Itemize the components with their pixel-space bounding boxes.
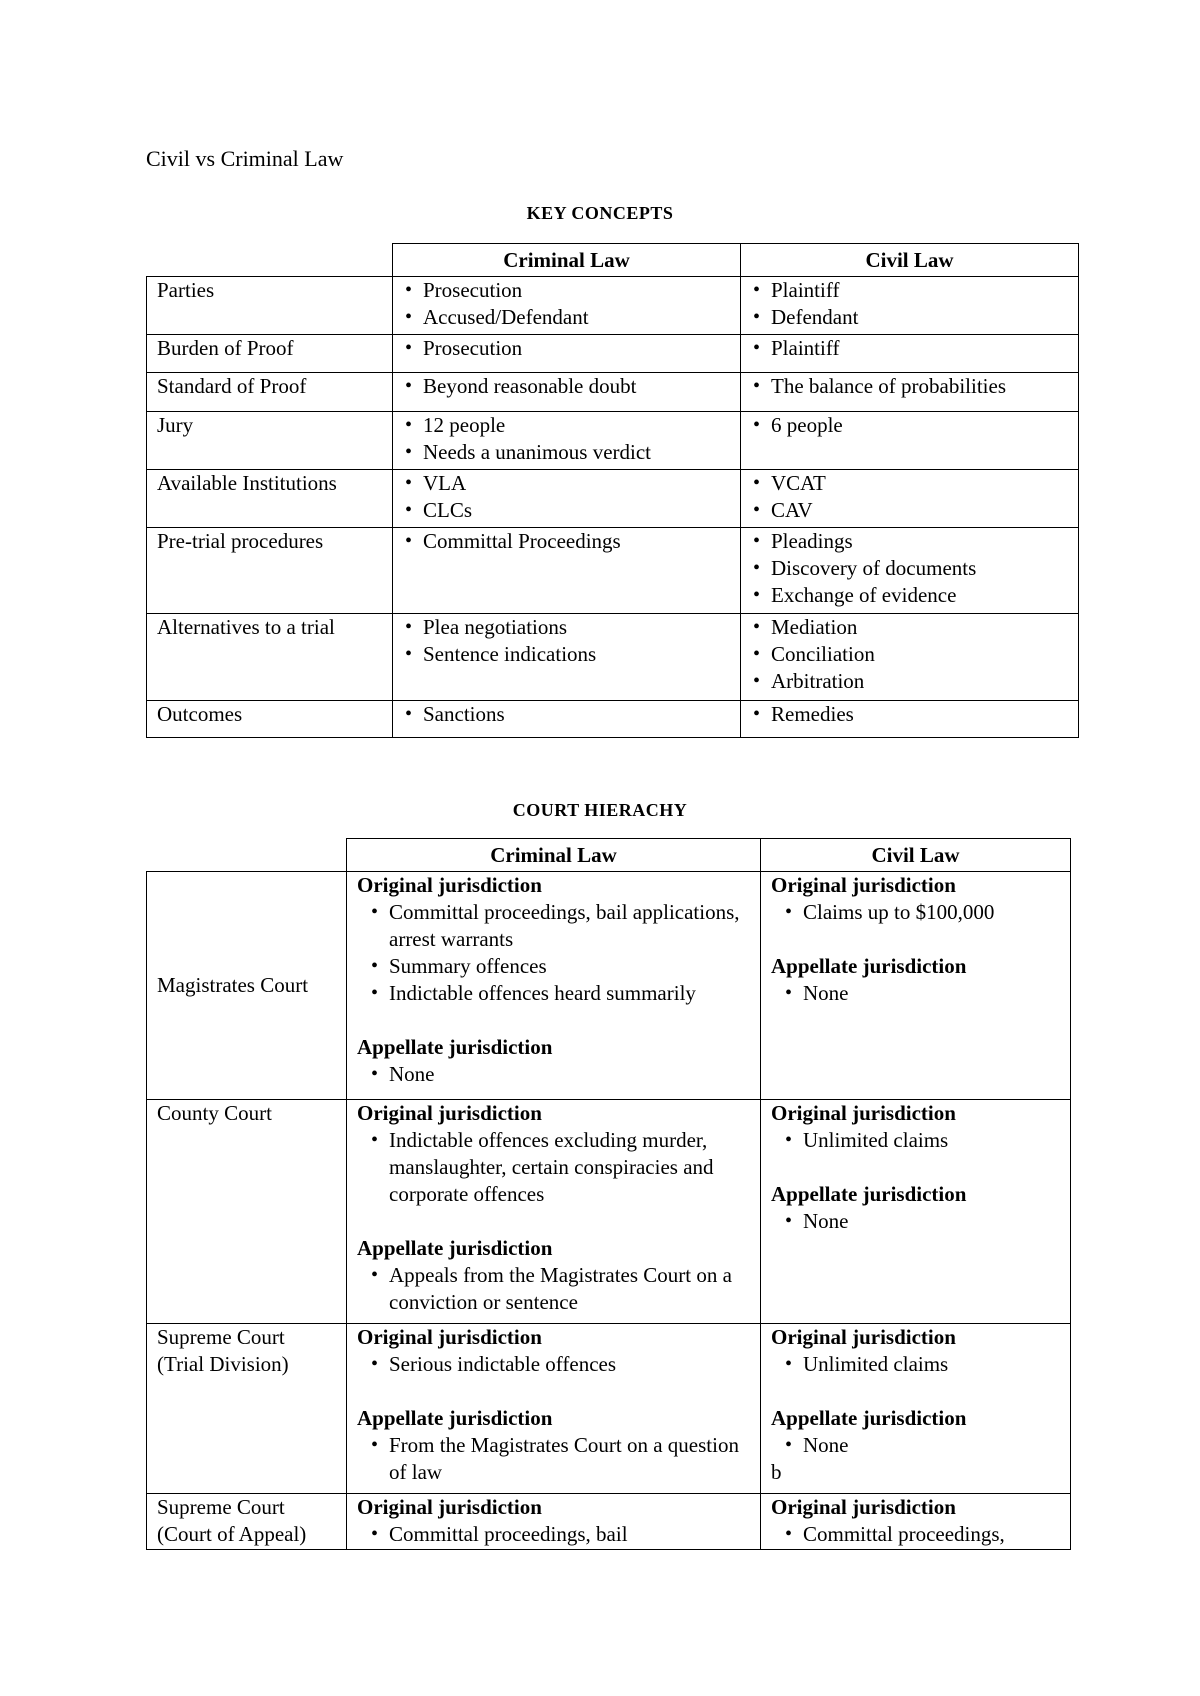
table-row — [147, 277, 1079, 335]
table-row — [147, 1494, 1071, 1550]
table-row — [147, 1324, 1071, 1494]
court-name: Magistrates Court — [147, 872, 347, 1100]
original-jurisdiction-label: Original jurisdiction — [357, 873, 542, 897]
row-label: Burden of Proof — [147, 335, 393, 373]
court-name-line: Supreme Court — [157, 1495, 285, 1519]
list-item: • Committal proceedings, bail — [369, 1521, 750, 1548]
list-item: • Indictable offences excluding murder, manslaughter, certain conspiracies and corporate offences — [369, 1127, 750, 1208]
civil-cell — [761, 872, 1071, 1100]
original-jurisdiction-label: Original jurisdiction — [771, 873, 956, 897]
list-item: • 12 people — [403, 412, 730, 439]
civil-cell — [761, 1324, 1071, 1494]
list-item: • CLCs — [403, 497, 730, 524]
table-row — [147, 872, 1071, 1100]
list-item: • Beyond reasonable doubt — [403, 373, 730, 400]
list-item: • Accused/Defendant — [403, 304, 730, 331]
appellate-jurisdiction-label: Appellate jurisdiction — [357, 1406, 553, 1430]
row-label: Jury — [147, 412, 393, 470]
list-item: • Mediation — [751, 614, 1068, 641]
row-label: Parties — [147, 277, 393, 335]
list-item: • Unlimited claims — [783, 1127, 1060, 1154]
original-jurisdiction-label: Original jurisdiction — [771, 1325, 956, 1349]
appellate-jurisdiction-label: Appellate jurisdiction — [771, 1406, 967, 1430]
table-row — [147, 470, 1079, 528]
row-label: Outcomes — [147, 701, 393, 738]
table-row — [147, 614, 1079, 701]
list-item: • Indictable offences heard summarily — [369, 980, 750, 1007]
list-item: • Appeals from the Magistrates Court on a conviction or sentence — [369, 1262, 750, 1316]
court-name: County Court — [147, 1100, 347, 1324]
list-item: • None — [783, 1208, 1060, 1235]
table-row — [147, 335, 1079, 373]
court-name-line: Supreme Court — [157, 1325, 285, 1349]
column-header-civil: Civil Law — [761, 839, 1071, 872]
appellate-jurisdiction-label: Appellate jurisdiction — [357, 1035, 553, 1059]
criminal-cell — [347, 1324, 761, 1494]
court-hierarchy-title: COURT HIERACHY — [512, 800, 688, 820]
civil-cell — [741, 335, 1079, 373]
list-item: • From the Magistrates Court on a question of law — [369, 1432, 750, 1486]
table-row — [147, 528, 1079, 614]
list-item: • None — [783, 980, 1060, 1007]
list-item: • Conciliation — [751, 641, 1068, 668]
criminal-cell — [393, 335, 741, 373]
list-item: • None — [783, 1432, 1060, 1459]
table-row — [147, 701, 1079, 738]
criminal-cell — [393, 528, 741, 614]
criminal-cell — [347, 1100, 761, 1324]
civil-cell — [741, 470, 1079, 528]
row-label: Available Institutions — [147, 470, 393, 528]
table-row — [147, 412, 1079, 470]
column-header-civil: Civil Law — [741, 244, 1079, 277]
key-concepts-table — [146, 243, 1079, 738]
civil-cell — [761, 1494, 1071, 1550]
criminal-cell — [393, 373, 741, 412]
list-item: • Summary offences — [369, 953, 750, 980]
table-header-row — [147, 839, 1071, 872]
criminal-cell — [393, 701, 741, 738]
list-item: • Exchange of evidence — [751, 582, 1068, 609]
court-name-line: (Court of Appeal) — [157, 1522, 307, 1546]
appellate-jurisdiction-label: Appellate jurisdiction — [771, 1182, 967, 1206]
list-item: • CAV — [751, 497, 1068, 524]
list-item: • Needs a unanimous verdict — [403, 439, 730, 466]
criminal-cell — [393, 614, 741, 701]
court-name — [147, 1324, 347, 1494]
row-label: Pre-trial procedures — [147, 528, 393, 614]
table-row — [147, 373, 1079, 412]
original-jurisdiction-label: Original jurisdiction — [357, 1101, 542, 1125]
original-jurisdiction-label: Original jurisdiction — [357, 1495, 542, 1519]
list-item: • Plea negotiations — [403, 614, 730, 641]
blank-cell — [147, 244, 393, 277]
list-item: • VCAT — [751, 470, 1068, 497]
criminal-cell — [347, 872, 761, 1100]
list-item: • Committal proceedings, — [783, 1521, 1060, 1548]
table-header-row — [147, 244, 1079, 277]
row-label: Standard of Proof — [147, 373, 393, 412]
list-item: • Defendant — [751, 304, 1068, 331]
list-item: • Pleadings — [751, 528, 1068, 555]
key-concepts-title: KEY CONCEPTS — [526, 203, 674, 223]
civil-cell — [741, 412, 1079, 470]
civil-cell — [741, 614, 1079, 701]
list-item: • VLA — [403, 470, 730, 497]
column-header-criminal: Criminal Law — [393, 244, 741, 277]
table-row — [147, 1100, 1071, 1324]
list-item: • Prosecution — [403, 277, 730, 304]
list-item: • Committal proceedings, bail applications, arrest warrants — [369, 899, 750, 953]
appellate-jurisdiction-label: Appellate jurisdiction — [771, 954, 967, 978]
civil-cell — [761, 1100, 1071, 1324]
original-jurisdiction-label: Original jurisdiction — [771, 1495, 956, 1519]
list-item: • Plaintiff — [751, 335, 1068, 362]
original-jurisdiction-label: Original jurisdiction — [357, 1325, 542, 1349]
list-item: • Committal Proceedings — [403, 528, 730, 555]
original-jurisdiction-label: Original jurisdiction — [771, 1101, 956, 1125]
list-item: • Unlimited claims — [783, 1351, 1060, 1378]
criminal-cell — [347, 1494, 761, 1550]
court-name-line: (Trial Division) — [157, 1352, 289, 1376]
civil-cell — [741, 277, 1079, 335]
list-item: • The balance of probabilities — [751, 373, 1068, 400]
blank-cell — [147, 839, 347, 872]
criminal-cell — [393, 470, 741, 528]
list-item: • Discovery of documents — [751, 555, 1068, 582]
row-label: Alternatives to a trial — [147, 614, 393, 701]
page-heading: Civil vs Criminal Law — [146, 146, 344, 171]
list-item: • Prosecution — [403, 335, 730, 362]
column-header-criminal: Criminal Law — [347, 839, 761, 872]
list-item: • Sentence indications — [403, 641, 730, 668]
list-item: • Plaintiff — [751, 277, 1068, 304]
criminal-cell — [393, 277, 741, 335]
list-item: • None — [369, 1061, 750, 1088]
list-item: • Serious indictable offences — [369, 1351, 750, 1378]
list-item: • Sanctions — [403, 701, 730, 728]
criminal-cell — [393, 412, 741, 470]
stray-text: b — [771, 1460, 782, 1484]
list-item: • Remedies — [751, 701, 1068, 728]
list-item: • 6 people — [751, 412, 1068, 439]
court-hierarchy-table — [146, 838, 1071, 1550]
civil-cell — [741, 528, 1079, 614]
court-name — [147, 1494, 347, 1550]
list-item: • Claims up to $100,000 — [783, 899, 1060, 926]
civil-cell — [741, 701, 1079, 738]
list-item: • Arbitration — [751, 668, 1068, 695]
civil-cell — [741, 373, 1079, 412]
appellate-jurisdiction-label: Appellate jurisdiction — [357, 1236, 553, 1260]
